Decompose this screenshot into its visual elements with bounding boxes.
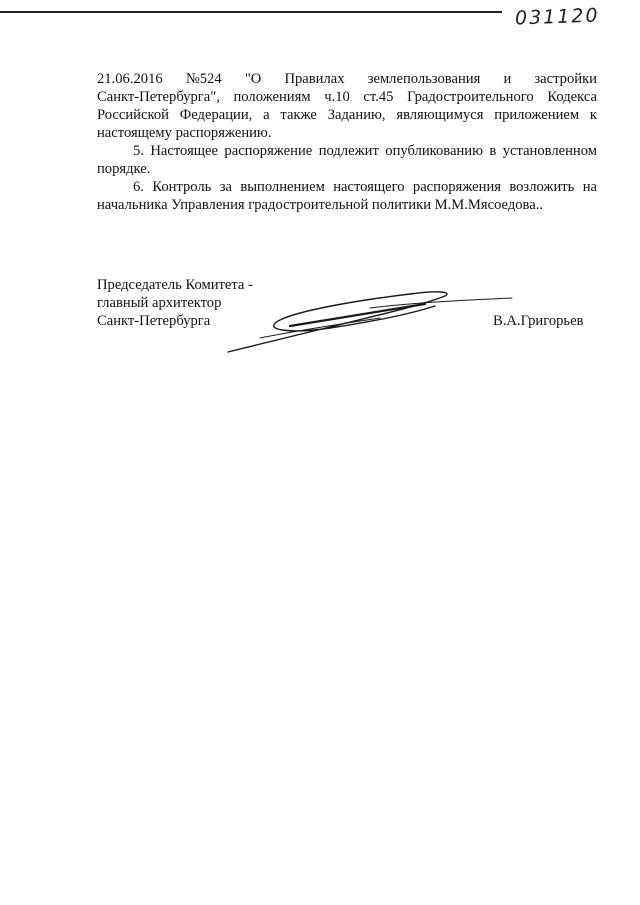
first-line-word: Правилах <box>284 71 345 87</box>
first-line-word: 21.06.2016 <box>97 71 163 87</box>
paragraph-6: 6. Контроль за выполнением настоящего распоряжения возложить на начальника Управления градостроительной политики М.М.Мясоедова.. <box>97 179 597 213</box>
first-line-word: "О <box>244 71 262 87</box>
signer-title-line: Санкт-Петербурга <box>97 313 211 329</box>
handwritten-document-number: 031120 <box>514 4 600 30</box>
signer-title-line: главный архитектор <box>97 295 222 311</box>
top-rule <box>0 11 502 13</box>
first-line-word: №524 <box>185 71 222 87</box>
first-line-word: застройки <box>534 71 597 87</box>
paragraph-5: 5. Настоящее распоряжение подлежит опубликованию в установленном порядке. <box>97 143 597 177</box>
first-line <box>97 70 597 88</box>
paragraph-continuation: Санкт-Петербурга", положениям ч.10 ст.45 Градостроительного Кодекса Российской Федерации, а также Заданию, являющимуся приложением к настоящему распоряжению. <box>97 89 597 141</box>
first-line-word: и <box>503 71 512 87</box>
document-body <box>97 70 597 214</box>
first-line-word: землепользования <box>367 71 481 87</box>
signer-title-line: Председатель Комитета - <box>97 277 253 293</box>
handwritten-signature <box>220 282 520 362</box>
signer-name: В.А.Григорьев <box>493 313 584 329</box>
